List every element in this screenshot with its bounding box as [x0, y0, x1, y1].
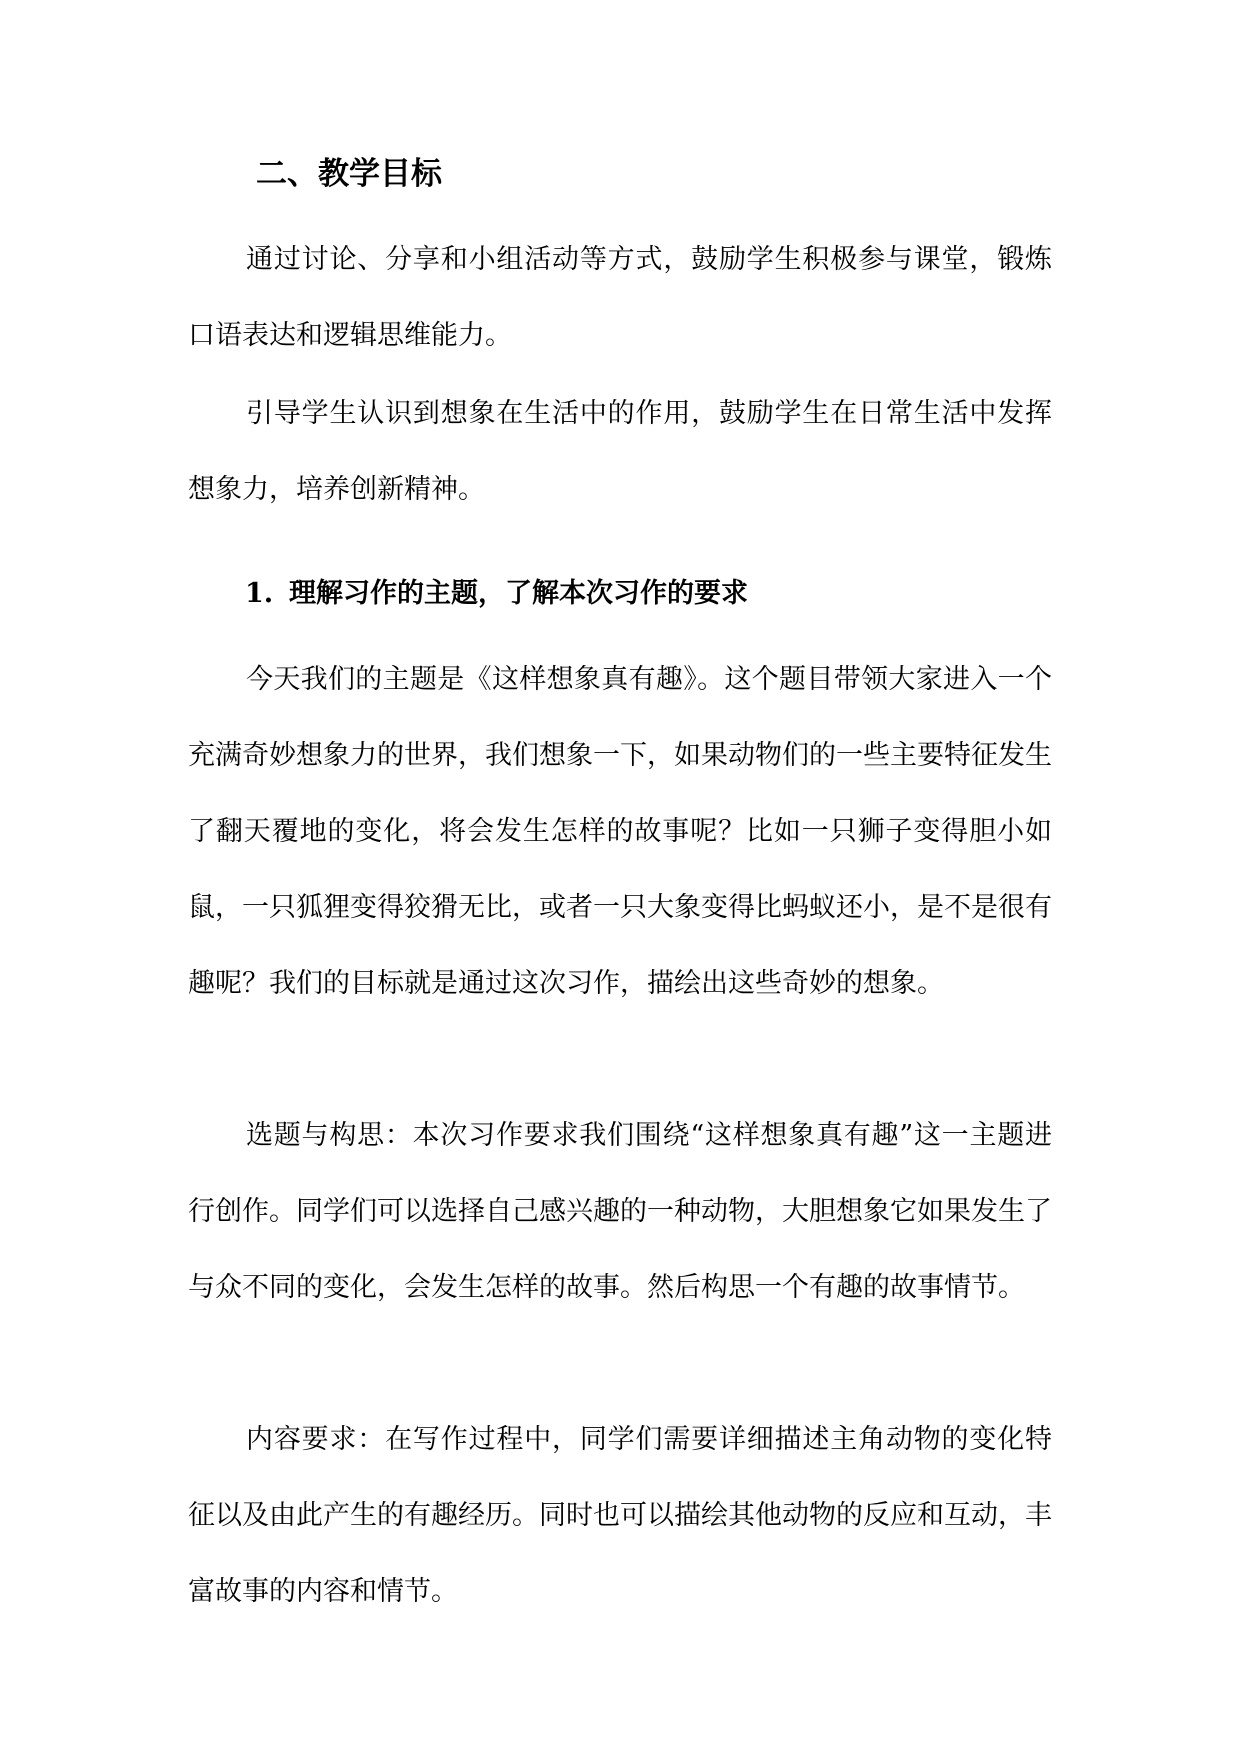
subsection-number: 1. — [245, 578, 274, 609]
paragraph: 今天我们的主题是《这样想象真有趣》。这个题目带领大家进入一个充满奇妙想象力的世界，我们想象一下，如果动物们的一些主要特征发生了翻天覆地的变化，将会发生怎样的故事呢？比如一只狮子变得胆小如鼠，一只狐狸变得狡猾无比，或者一只大象变得比蚂蚁还小，是不是很有趣呢？我们的目标就是通过这次习作，描绘出这些奇妙的想象。 — [188, 664, 1052, 999]
paragraph: 引导学生认识到想象在生活中的作用，鼓励学生在日常生活中发挥想象力，培养创新精神。 — [188, 398, 1052, 505]
paragraph: 选题与构思：本次习作要求我们围绕“这样想象真有趣”这一主题进行创作。同学们可以选择自己感兴趣的一种动物，大胆想象它如果发生了与众不同的变化，会发生怎样的故事。然后构思一个有趣的故事情节。 — [188, 1120, 1052, 1303]
paragraph: 通过讨论、分享和小组活动等方式，鼓励学生积极参与课堂，锻炼口语表达和逻辑思维能力。 — [188, 244, 1052, 351]
subsection-title: 理解习作的主题，了解本次习作的要求 — [289, 578, 748, 609]
paragraph: 内容要求：在写作过程中，同学们需要详细描述主角动物的变化特征以及由此产生的有趣经历。同时也可以描绘其他动物的反应和互动，丰富故事的内容和情节。 — [188, 1424, 1052, 1607]
section-heading: 二、教学目标 — [256, 156, 442, 192]
subsection-heading — [245, 568, 748, 620]
